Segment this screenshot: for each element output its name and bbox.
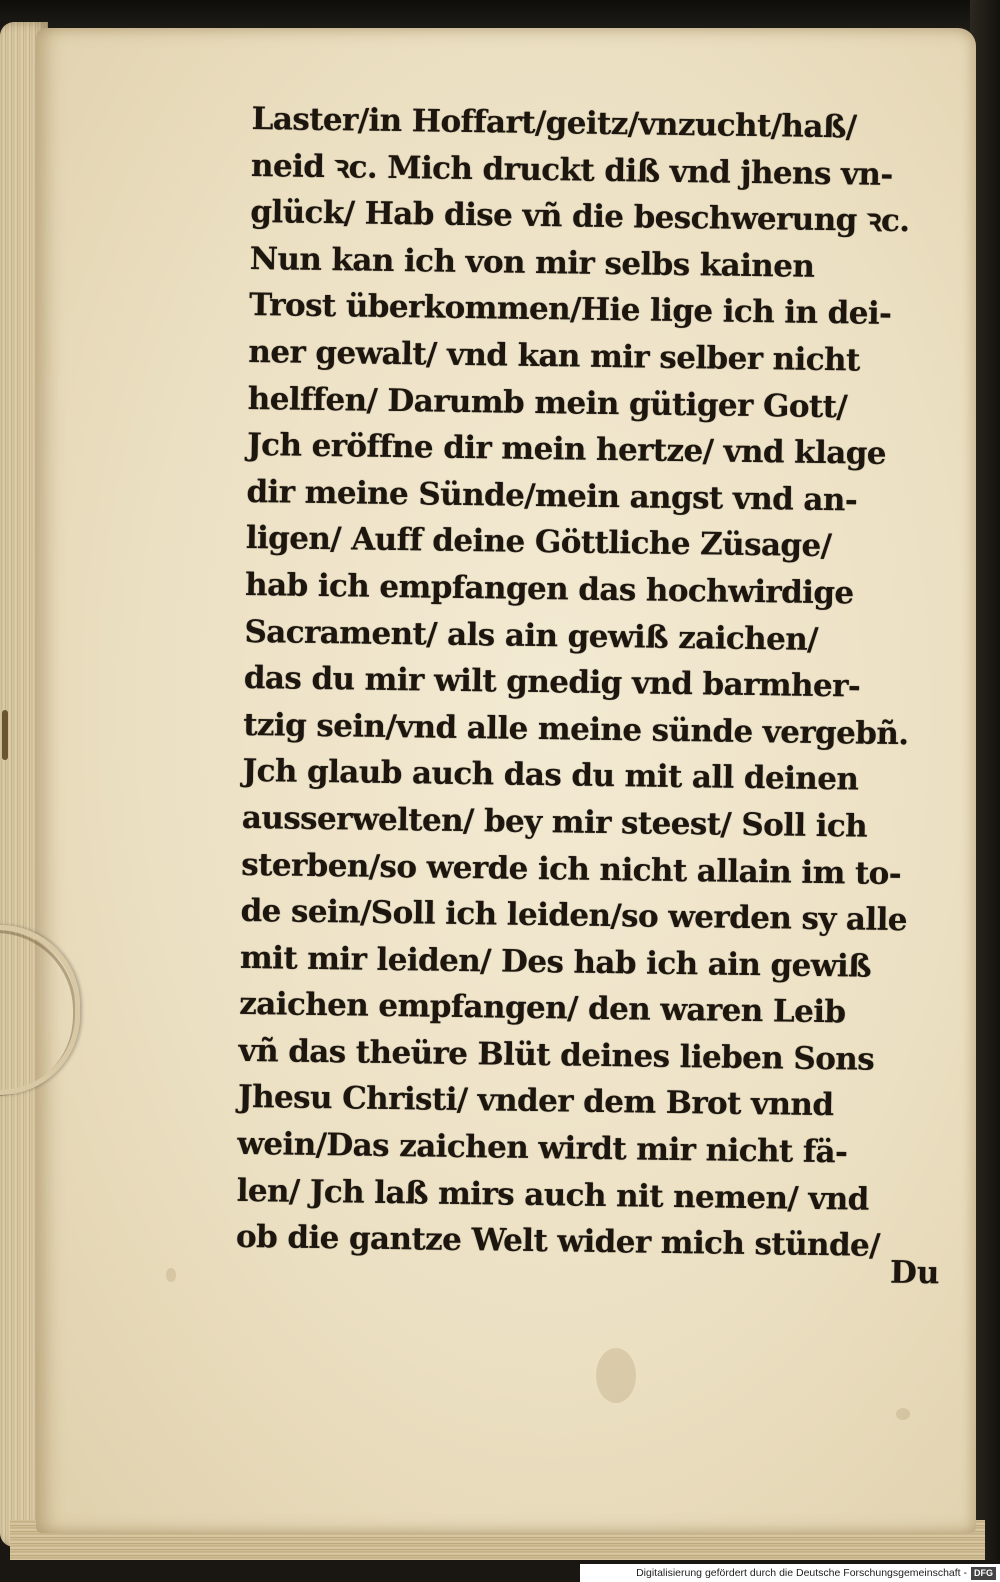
- text-line: ausserwelten/ bey mir steest/ Soll ich: [241, 799, 868, 845]
- text-line: Jhesu Christi/ vnder dem Brot vnnd: [237, 1079, 834, 1124]
- text-line: ner gewalt/ vnd kan mir selber nicht: [248, 333, 860, 379]
- text-line: Jch eröffne dir mein hertze/ vnd klage: [246, 427, 887, 473]
- text-line: zaichen empfangen/ den waren Leib: [239, 986, 846, 1031]
- text-line: sterben/so werde ich nicht allain im to-: [241, 846, 902, 892]
- text-line: wein/Das zaichen wirdt mir nicht fä-: [237, 1125, 848, 1171]
- dfg-logo: DFG: [971, 1567, 996, 1580]
- text-line: neid ꝛc. Mich druckt diß vnd jhens vn-: [250, 147, 893, 193]
- text-line: Nun kan ich von mir selbs kainen: [249, 240, 815, 285]
- text-line: ligen/ Auff deine Göttliche Züsage/: [245, 520, 832, 565]
- text-line: mit mir leiden/ Des hab ich ain gewiß: [239, 939, 872, 985]
- text-line: len/ Jch laß mirs auch nit nemen/ vnd: [236, 1172, 870, 1218]
- foxing-spot: [896, 1408, 910, 1420]
- text-line: ob die gantze Welt wider mich stünde/: [235, 1219, 881, 1265]
- clasp-mark: [2, 710, 8, 760]
- text-line: Sacrament/ als ain gewiß zaichen/: [244, 613, 819, 658]
- foxing-spot: [166, 1268, 176, 1282]
- text-line: helffen/ Darumb mein gütiger Gott/: [247, 380, 848, 425]
- text-line: tzig sein/vnd alle meine sünde vergebñ.: [242, 706, 909, 752]
- text-line: Jch glaub auch das du mit all deinen: [242, 753, 859, 798]
- text-line: Trost überkommen/Hie lige ich in dei-: [248, 287, 892, 333]
- catchword: Du: [889, 1254, 940, 1292]
- text-line: dir meine Sünde/mein angst vnd an-: [246, 473, 858, 519]
- text-line: glück/ Hab dise vñ die beschwerung ꝛc.: [250, 194, 910, 240]
- credit-text: Digitalisierung gefördert durch die Deutsche Forschungsgemeinschaft -: [636, 1567, 967, 1579]
- text-line: vñ das theüre Blüt deines lieben Sons: [238, 1032, 875, 1078]
- text-line: Laster/in Hoffart/geitz/vnzucht/haß/: [251, 100, 857, 146]
- text-line: hab ich empfangen das hochwirdige: [244, 566, 854, 612]
- foxing-spot: [596, 1348, 636, 1403]
- text-line: das du mir wilt gnedig vnd barmher-: [243, 660, 861, 705]
- blackletter-text-block: [236, 96, 952, 1271]
- text-line: de sein/Soll ich leiden/so werden sy alle: [240, 893, 908, 939]
- digitization-credit: [580, 1564, 1000, 1582]
